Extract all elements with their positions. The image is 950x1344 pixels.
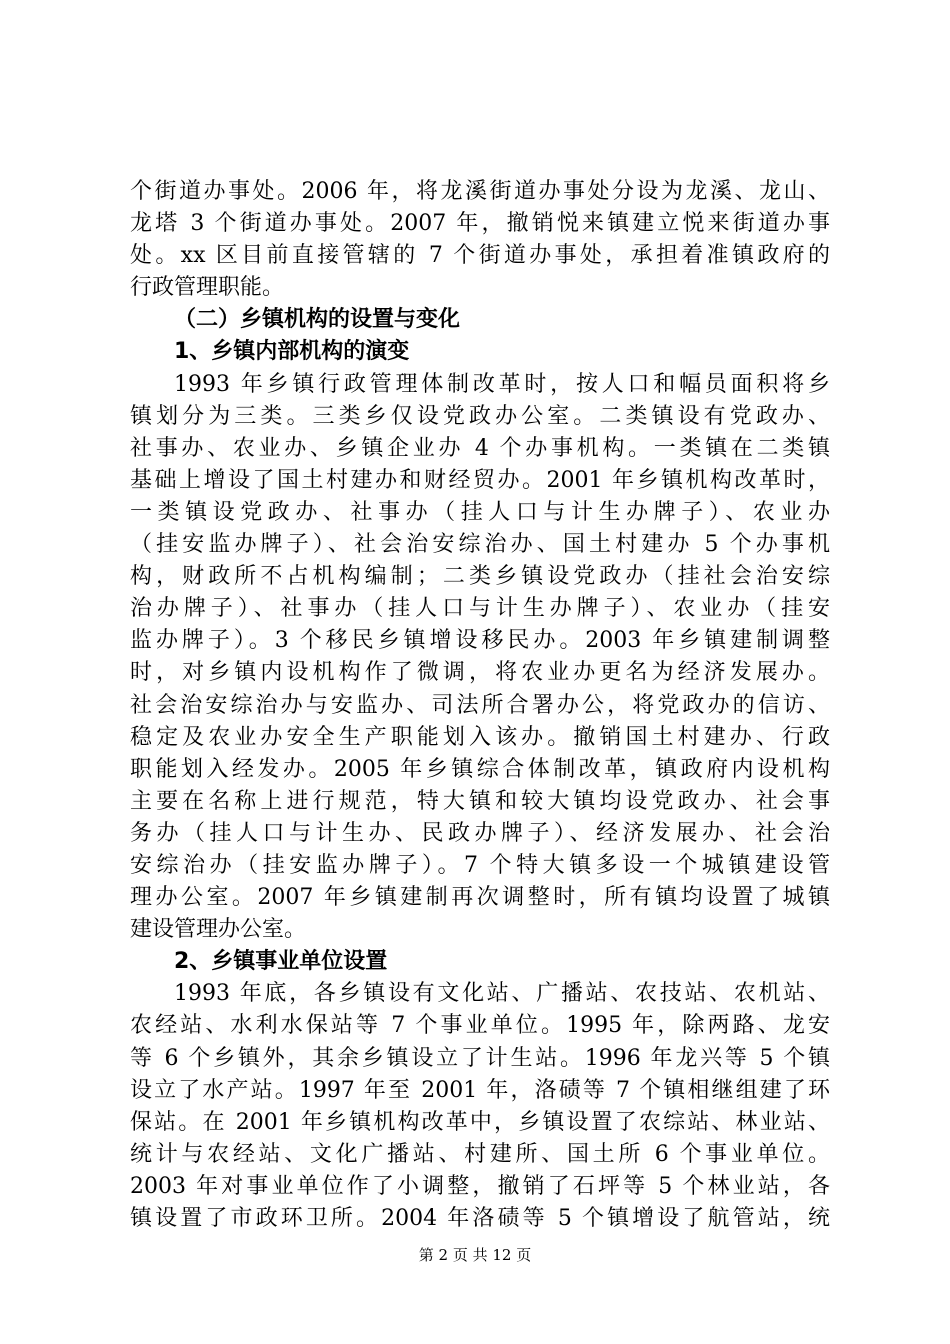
- text-line: 1993 年底，各乡镇设有文化站、广播站、农技站、农机站、: [174, 981, 830, 1007]
- text-line: 构，财政所不占机构编制；二类乡镇设党政办（挂社会治安综: [130, 564, 830, 590]
- text-line: 务办（挂人口与计生办、民政办牌子）、经济发展办、社会治: [130, 820, 830, 846]
- text-line: 监办牌子）。3 个移民乡镇增设移民办。2003 年乡镇建制调整: [130, 628, 830, 654]
- text-line: 基础上增设了国土村建办和财经贸办。2001 年乡镇机构改革时，: [130, 467, 830, 493]
- text-line: 设立了水产站。1997 年至 2001 年，洛碛等 7 个镇相继组建了环: [130, 1077, 830, 1103]
- page-footer: 第 2 页 共 12 页: [418, 1246, 532, 1264]
- text-line: 行政管理职能。: [130, 275, 285, 301]
- text-line: 主要在名称上进行规范，特大镇和较大镇均设党政办、社会事: [130, 788, 830, 814]
- text-line: 农经站、水利水保站等 7 个事业单位。1995 年，除两路、龙安: [130, 1013, 830, 1039]
- text-line: 2003 年对事业单位作了小调整，撤销了石坪等 5 个林业站，各: [130, 1173, 830, 1199]
- text-line: 保站。在 2001 年乡镇机构改革中，乡镇设置了农综站、林业站、: [130, 1109, 830, 1135]
- text-line: 稳定及农业办安全生产职能划入该办。撤销国土村建办、行政: [130, 724, 830, 750]
- text-line: 理办公室。2007 年乡镇建制再次调整时，所有镇均设置了城镇: [130, 885, 830, 911]
- section-heading: （二）乡镇机构的设置与变化: [174, 307, 461, 333]
- text-line: 统计与农经站、文化广播站、村建所、国土所 6 个事业单位。: [130, 1141, 830, 1167]
- text-line: 社事办、农业办、乡镇企业办 4 个办事机构。一类镇在二类镇: [130, 435, 830, 461]
- text-line: 一类镇设党政办、社事办（挂人口与计生办牌子）、农业办: [130, 499, 830, 525]
- section-heading: 2、乡镇事业单位设置: [174, 949, 388, 975]
- text-line: 治办牌子）、社事办（挂人口与计生办牌子）、农业办（挂安: [130, 596, 830, 622]
- text-line: 镇划分为三类。三类乡仅设党政办公室。二类镇设有党政办、: [130, 403, 830, 429]
- text-line: 安综治办（挂安监办牌子）。7 个特大镇多设一个城镇建设管: [130, 852, 830, 878]
- text-line: 龙塔 3 个街道办事处。2007 年，撤销悦来镇建立悦来街道办事: [130, 211, 830, 237]
- text-line: 社会治安综治办与安监办、司法所合署办公，将党政办的信访、: [130, 692, 830, 718]
- text-line: 镇设置了市政环卫所。2004 年洛碛等 5 个镇增设了航管站，统: [130, 1206, 830, 1231]
- text-line: （挂安监办牌子）、社会治安综治办、国土村建办 5 个办事机: [130, 532, 830, 558]
- text-line: 时，对乡镇内设机构作了微调，将农业办更名为经济发展办。: [130, 660, 830, 686]
- text-line: 1993 年乡镇行政管理体制改革时，按人口和幅员面积将乡: [174, 371, 830, 397]
- text-line: 等 6 个乡镇外，其余乡镇设立了计生站。1996 年龙兴等 5 个镇: [130, 1045, 830, 1071]
- section-heading: 1、乡镇内部机构的演变: [174, 339, 410, 365]
- text-line: 职能划入经发办。2005 年乡镇综合体制改革，镇政府内设机构: [130, 756, 830, 782]
- body-text: [130, 176, 830, 1235]
- text-line: 个街道办事处。2006 年，将龙溪街道办事处分设为龙溪、龙山、: [130, 179, 830, 204]
- text-line: 处。xx 区目前直接管辖的 7 个街道办事处，承担着准镇政府的: [130, 243, 830, 269]
- text-line: 建设管理办公室。: [130, 917, 307, 943]
